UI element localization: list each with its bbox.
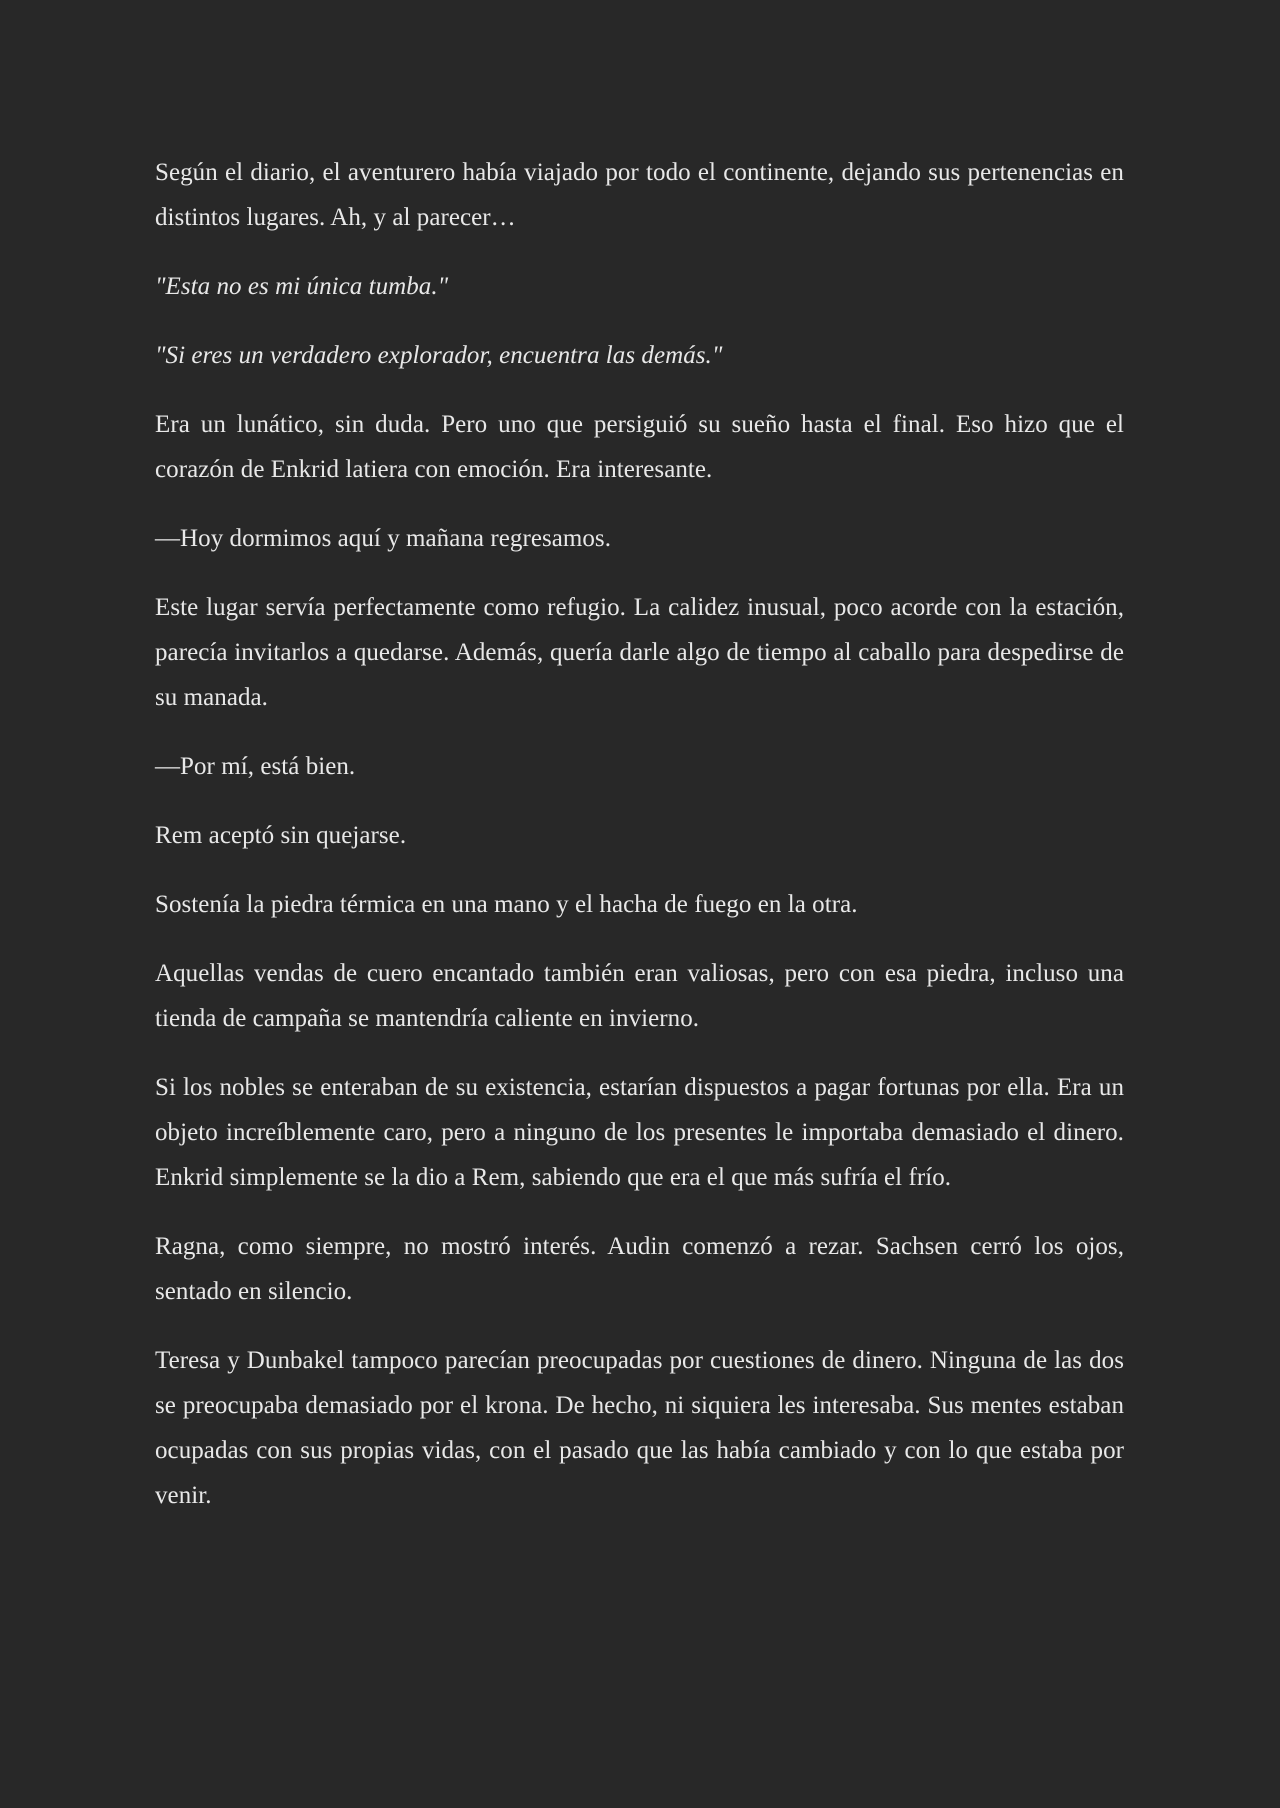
- chapter-text: [155, 150, 1124, 1518]
- paragraph: Rem aceptó sin quejarse.: [155, 822, 407, 849]
- paragraph: —Por mí, está bien.: [155, 753, 356, 780]
- paragraph: Sostenía la piedra térmica en una mano y el hacha de fuego en la otra.: [155, 891, 858, 918]
- paragraph: Este lugar servía perfectamente como refugio. La calidez inusual, poco acorde con la estación, parecía invitarlos a quedarse. Además, quería darle algo de tiempo al caballo para despedirse de su manada.: [155, 594, 1124, 711]
- paragraph: —Hoy dormimos aquí y mañana regresamos.: [155, 525, 612, 552]
- paragraph: Era un lunático, sin duda. Pero uno que persiguió su sueño hasta el final. Eso hizo que el corazón de Enkrid latiera con emoción. Era interesante.: [155, 411, 1124, 483]
- paragraph: Según el diario, el aventurero había viajado por todo el continente, dejando sus pertenencias en distintos lugares. Ah, y al parecer…: [155, 159, 1124, 231]
- paragraph: Aquellas vendas de cuero encantado también eran valiosas, pero con esa piedra, incluso una tienda de campaña se mantendría caliente en invierno.: [155, 960, 1124, 1032]
- paragraph: Si los nobles se enteraban de su existencia, estarían dispuestos a pagar fortunas por ella. Era un objeto increíblemente caro, pero a ninguno de los presentes le importaba demasiado el dinero. Enkrid simplemente se la dio a Rem, sabiendo que era el que más sufría el frío.: [155, 1074, 1124, 1191]
- paragraph: Teresa y Dunbakel tampoco parecían preocupadas por cuestiones de dinero. Ninguna de las dos se preocupaba demasiado por el krona. De hecho, ni siquiera les interesaba. Sus mentes estaban ocupadas con sus propias vidas, con el pasado que las había cambiado y con lo que estaba por venir.: [155, 1347, 1124, 1509]
- paragraph: "Si eres un verdadero explorador, encuentra las demás.": [155, 342, 723, 369]
- paragraph: Ragna, como siempre, no mostró interés. Audin comenzó a rezar. Sachsen cerró los ojos, sentado en silencio.: [155, 1233, 1124, 1305]
- paragraph: "Esta no es mi única tumba.": [155, 273, 449, 300]
